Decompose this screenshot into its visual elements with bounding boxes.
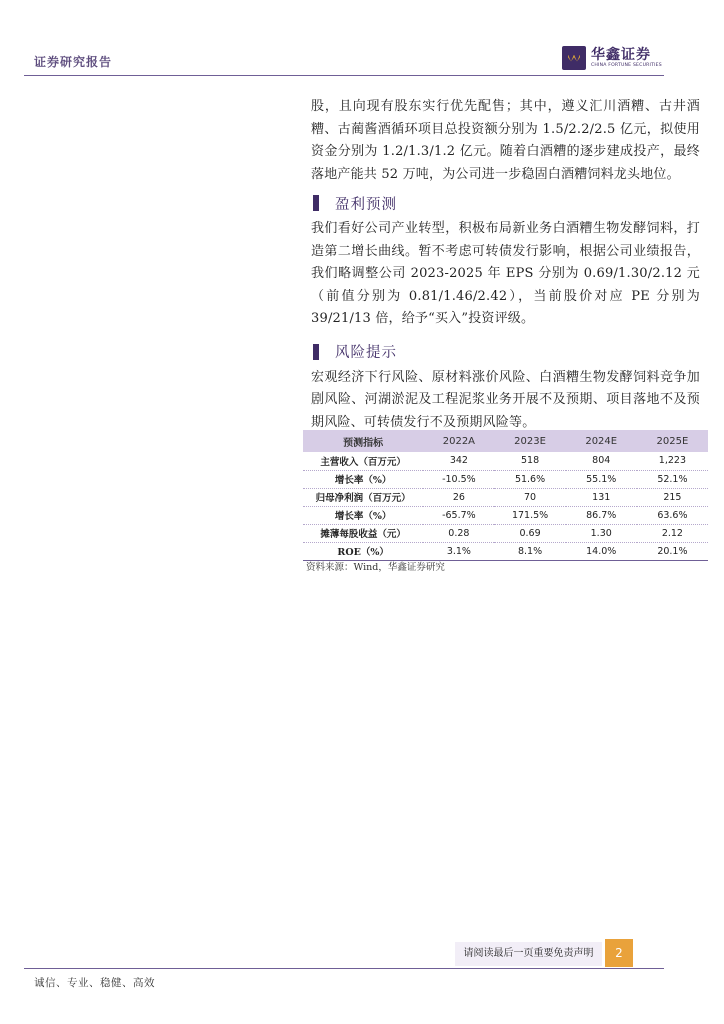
company-logo (562, 46, 662, 70)
table-cell: 131 (566, 488, 637, 506)
table-cell: 3.1% (423, 542, 494, 560)
section-bar-icon (313, 344, 319, 360)
table-row (303, 452, 708, 470)
table-row (303, 470, 708, 488)
table-cell: -65.7% (423, 506, 494, 524)
forecast-table (303, 430, 708, 561)
row-label: 增长率（%） (303, 470, 423, 488)
row-label: 归母净利润（百万元） (303, 488, 423, 506)
header-divider (24, 75, 664, 76)
footer-slogan: 诚信、专业、稳健、高效 (34, 977, 155, 989)
table-cell: 8.1% (494, 542, 565, 560)
table-header-cell: 预测指标 (303, 430, 423, 452)
section-heading-risk (311, 339, 700, 365)
section-heading-forecast (311, 190, 700, 216)
table-cell: 171.5% (494, 506, 565, 524)
report-type-label: 证券研究报告 (34, 55, 113, 69)
logo-name-en: CHINA FORTUNE SECURITIES (591, 63, 662, 68)
table-cell: 0.28 (423, 524, 494, 542)
table-cell: 518 (494, 452, 565, 470)
table-cell: 63.6% (637, 506, 708, 524)
logo-mark-icon (562, 46, 586, 70)
intro-paragraph: 股，且向现有股东实行优先配售；其中，遵义汇川酒糟、古井酒糟、古蔺酱酒循环项目总投资额分别为 1.5/2.2/2.5 亿元，拟使用资金分别为 1.2/1.3/1.2 亿元。随着白酒糟的逐步建成投产，最终落地产能共 52 万吨，为公司进一步稳固白酒糟饲料龙头地位。 (311, 99, 700, 182)
risk-paragraph: 宏观经济下行风险、原材料涨价风险、白酒糟生物发酵饲料竞争加剧风险、河湖淤泥及工程泥浆业务开展不及预期、项目落地不及预期风险、可转债发行不及预期风险等。 (311, 369, 700, 430)
table-cell: 51.6% (494, 470, 565, 488)
table-cell: 20.1% (637, 542, 708, 560)
row-label: ROE（%） (303, 542, 423, 560)
disclaimer-notice: 请阅读最后一页重要免责声明 (455, 942, 602, 966)
logo-name-cn: 华鑫证券 (591, 47, 651, 63)
table-row (303, 506, 708, 524)
section-title: 风险提示 (335, 345, 397, 361)
table-cell: 1,223 (637, 452, 708, 470)
table-cell: 70 (494, 488, 565, 506)
table-header-cell: 2024E (566, 430, 637, 452)
table-cell: -10.5% (423, 470, 494, 488)
section-bar-icon (313, 195, 319, 211)
table-cell: 52.1% (637, 470, 708, 488)
table-row (303, 542, 708, 560)
table-row (303, 524, 708, 542)
table-cell: 0.69 (494, 524, 565, 542)
forecast-paragraph: 我们看好公司产业转型，积极布局新业务白酒糟生物发酵饲料，打造第二增长曲线。暂不考虑可转债发行影响，根据公司业绩报告，我们略调整公司 2023-2025 年 EPS 分别为 0.69/1.30/2.12 元（前值分别为 0.81/1.46/2.42），当前股价对应 PE 分别为 39/21/13 倍，给予“买入”投资评级。 (311, 221, 700, 326)
table-cell: 804 (566, 452, 637, 470)
table-header-cell: 2025E (637, 430, 708, 452)
table-cell: 26 (423, 488, 494, 506)
main-content (311, 96, 700, 434)
row-label: 摊薄每股收益（元） (303, 524, 423, 542)
table-header-row (303, 430, 708, 452)
table-header-cell: 2023E (494, 430, 565, 452)
table-row (303, 488, 708, 506)
page-number: 2 (605, 939, 633, 967)
table-cell: 2.12 (637, 524, 708, 542)
table-header-cell: 2022A (423, 430, 494, 452)
table-cell: 55.1% (566, 470, 637, 488)
row-label: 增长率（%） (303, 506, 423, 524)
table-cell: 342 (423, 452, 494, 470)
table-source-note: 资料来源：Wind，华鑫证券研究 (306, 562, 445, 573)
row-label: 主营收入（百万元） (303, 452, 423, 470)
table-cell: 86.7% (566, 506, 637, 524)
section-title: 盈利预测 (335, 196, 397, 213)
footer-divider (24, 968, 664, 969)
table-cell: 14.0% (566, 542, 637, 560)
table-cell: 1.30 (566, 524, 637, 542)
table-cell: 215 (637, 488, 708, 506)
